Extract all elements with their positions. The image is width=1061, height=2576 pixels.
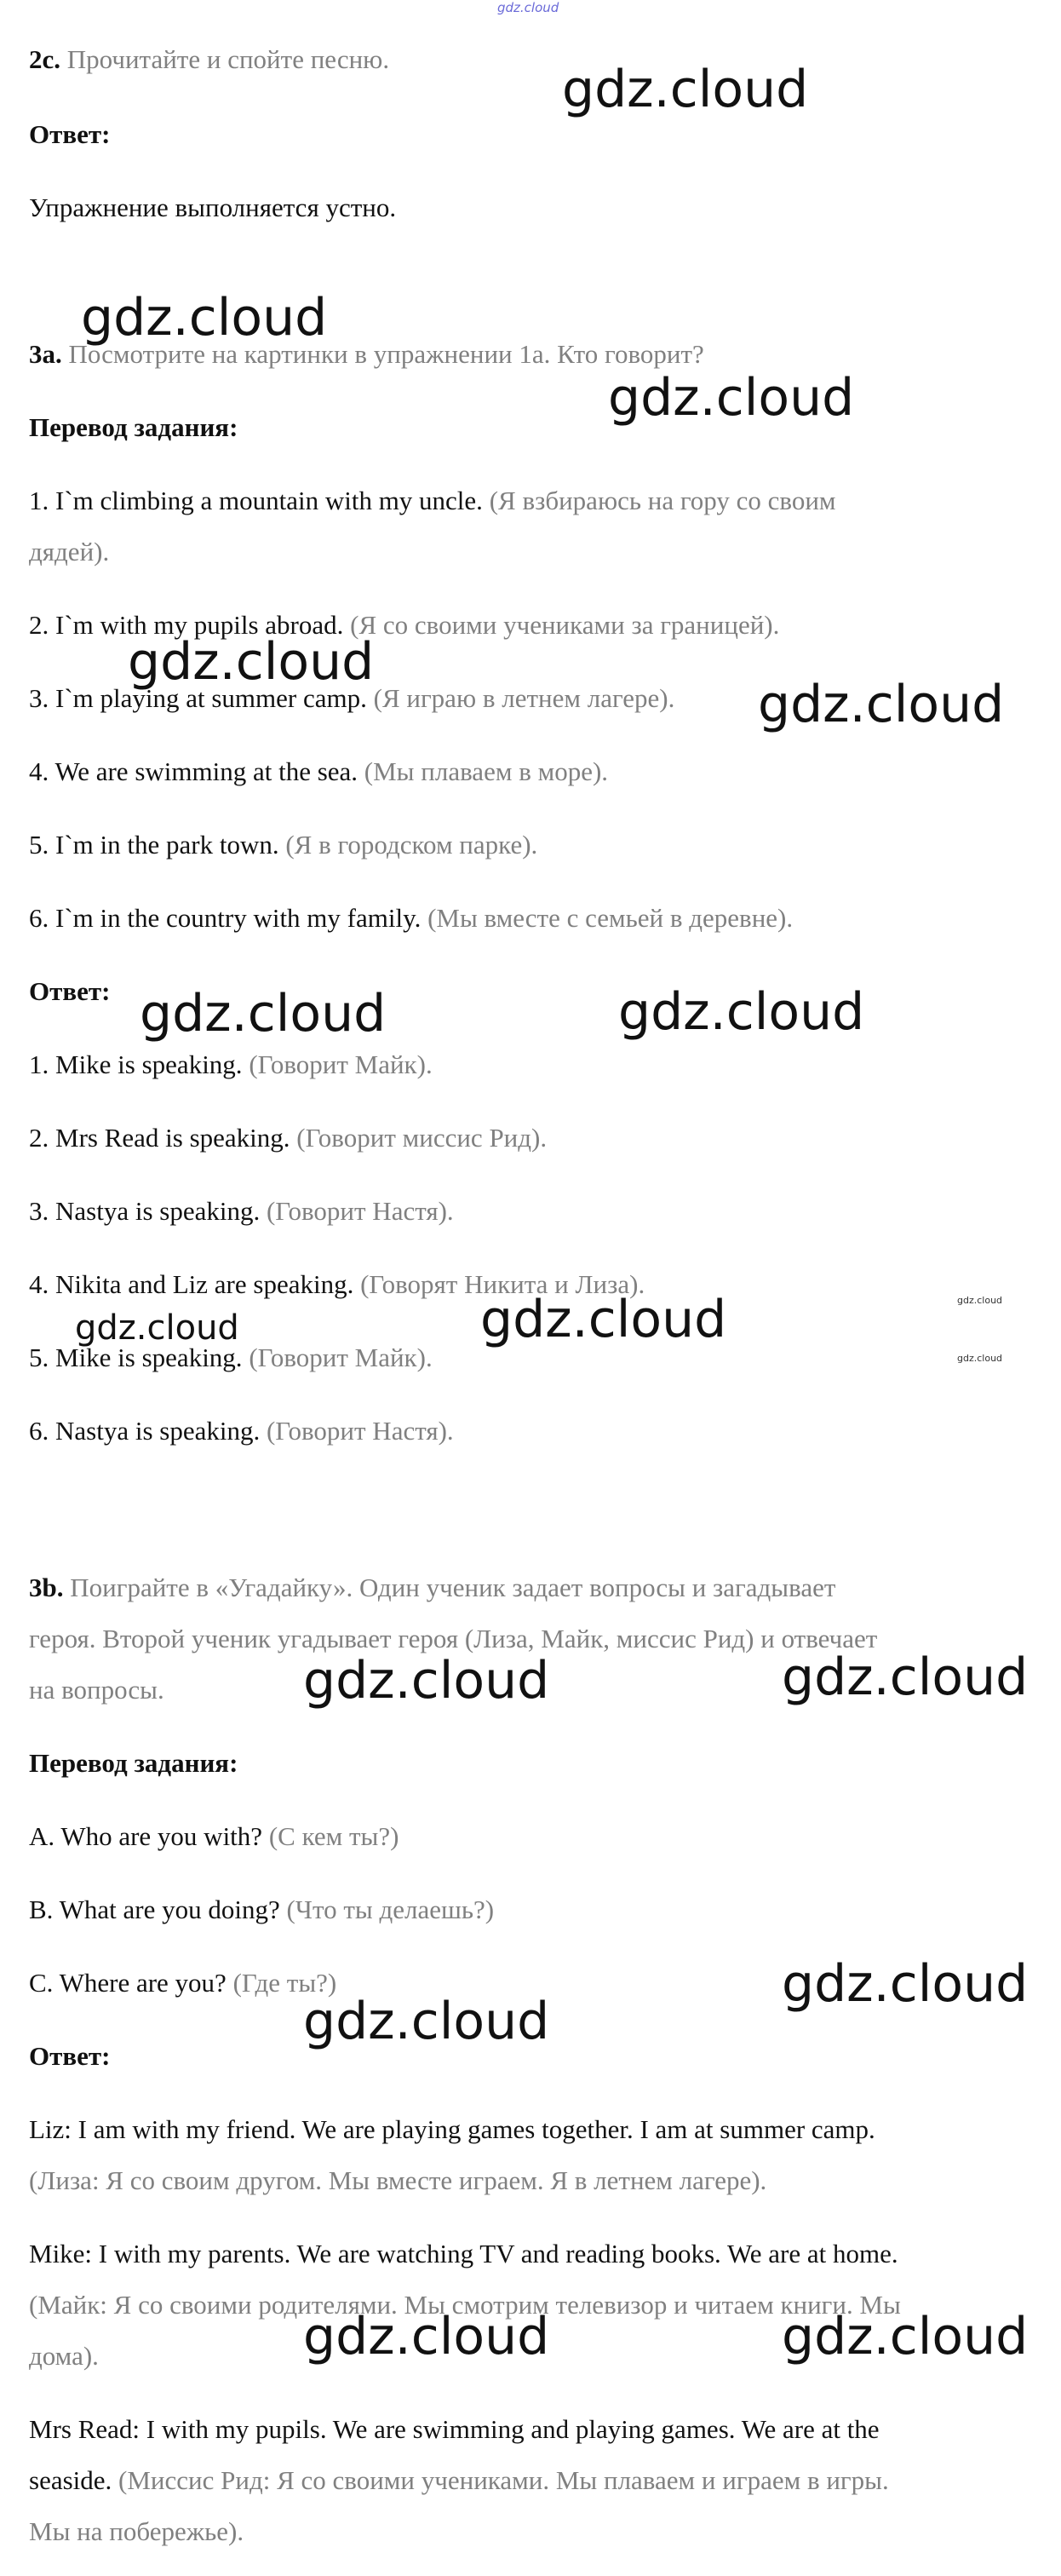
list-item: 4. We are swimming at the sea. (Мы плаваем в море). <box>29 756 609 786</box>
list-item: B. What are you doing? (Что ты делаешь?) <box>29 1895 495 1924</box>
answer-mike-translation-end: дома). <box>29 2341 99 2371</box>
watermark: gdz.cloud <box>562 60 809 119</box>
list-item: C. Where are you? (Где ты?) <box>29 1968 337 1998</box>
exercise-label: 3b. <box>29 1573 64 1602</box>
watermark: gdz.cloud <box>758 675 1005 734</box>
watermark: gdz.cloud <box>75 1308 239 1348</box>
answer-label: Ответ: <box>29 119 111 149</box>
exercise-label: 3a. <box>29 339 62 369</box>
answer-liz-translation: (Лиза: Я со своим другом. Мы вместе играем. Я в летнем лагере). <box>29 2165 767 2195</box>
answer-mike-translation: (Майк: Я со своими родителями. Мы смотрим телевизор и читаем книги. Мы <box>29 2290 901 2320</box>
answer-item: 3. Nastya is speaking. (Говорит Настя). <box>29 1196 454 1226</box>
list-item: 1. I`m climbing a mountain with my uncle. (Я взбираюсь на гору со своим <box>29 486 836 515</box>
watermark: gdz.cloud <box>782 1647 1029 1707</box>
list-item: 3. I`m playing at summer camp. (Я играю в летнем лагере). <box>29 683 675 713</box>
answer-mrs-read-translation-end: Мы на побережье). <box>29 2516 244 2546</box>
exercise-2c-heading <box>29 43 389 77</box>
answer-mrs-read-line2: seaside. (Миссис Рид: Я со своими учениками. Мы плаваем и играем в игры. <box>29 2465 889 2495</box>
answer-mike: Mike: I with my parents. We are watching TV and reading books. We are at home. <box>29 2239 898 2268</box>
watermark: gdz.cloud <box>303 1651 550 1711</box>
answer-mrs-read: Mrs Read: I with my pupils. We are swimming and playing games. We are at the <box>29 2414 880 2444</box>
answer-item: 2. Mrs Read is speaking. (Говорит миссис Рид). <box>29 1123 548 1153</box>
answer-liz: Liz: I am with my friend. We are playing games together. I am at summer camp. <box>29 2114 875 2144</box>
exercise-text-line: на вопросы. <box>29 1675 164 1705</box>
answer-item: 6. Nastya is speaking. (Говорит Настя). <box>29 1416 454 1446</box>
answer-label: Ответ: <box>29 976 111 1006</box>
watermark: gdz.cloud <box>782 2307 1029 2366</box>
watermark: gdz.cloud <box>782 1954 1029 2014</box>
watermark: gdz.cloud <box>608 368 855 428</box>
exercise-text: Поиграйте в «Угадайку». Один ученик задает вопросы и загадывает <box>70 1573 836 1602</box>
top-watermark: gdz.cloud <box>497 0 559 15</box>
watermark: gdz.cloud <box>140 984 387 1044</box>
watermark: gdz.cloud <box>303 2307 550 2366</box>
watermark: gdz.cloud <box>128 632 375 692</box>
answer-item: 1. Mike is speaking. (Говорит Майк). <box>29 1049 433 1079</box>
list-item: 2. I`m with my pupils abroad. (Я со своими учениками за границей). <box>29 610 780 640</box>
watermark: gdz.cloud <box>480 1290 727 1349</box>
exercise-text: Прочитайте и спойте песню. <box>66 44 390 74</box>
answer-label: Ответ: <box>29 2041 111 2071</box>
list-item: 6. I`m in the country with my family. (Мы вместе с семьей в деревне). <box>29 903 794 933</box>
watermark: gdz.cloud <box>81 288 328 348</box>
exercise-3b-heading <box>29 1571 835 1605</box>
exercise-label: 2c. <box>29 44 61 74</box>
watermark: gdz.cloud <box>303 1992 550 2051</box>
list-item: A. Who are you with? (С кем ты?) <box>29 1821 399 1851</box>
exercise-text: Посмотрите на картинки в упражнении 1a. Кто говорит? <box>68 339 704 369</box>
list-item: 5. I`m in the park town. (Я в городском парке). <box>29 830 538 860</box>
list-item-continuation: дядей). <box>29 537 110 566</box>
exercise-text-line: героя. Второй ученик угадывает героя (Лиза, Майк, миссис Рид) и отвечает <box>29 1624 878 1653</box>
answer-item: 5. Mike is speaking. (Говорит Майк). <box>29 1343 433 1372</box>
watermark-small: gdz.cloud <box>957 1353 1003 1364</box>
watermark: gdz.cloud <box>618 982 865 1042</box>
translation-label: Перевод задания: <box>29 412 238 442</box>
watermark-small: gdz.cloud <box>957 1295 1003 1306</box>
translation-label: Перевод задания: <box>29 1748 238 1778</box>
answer-text: Упражнение выполняется устно. <box>29 193 397 222</box>
answer-item: 4. Nikita and Liz are speaking. (Говорят Никита и Лиза). <box>29 1269 645 1299</box>
